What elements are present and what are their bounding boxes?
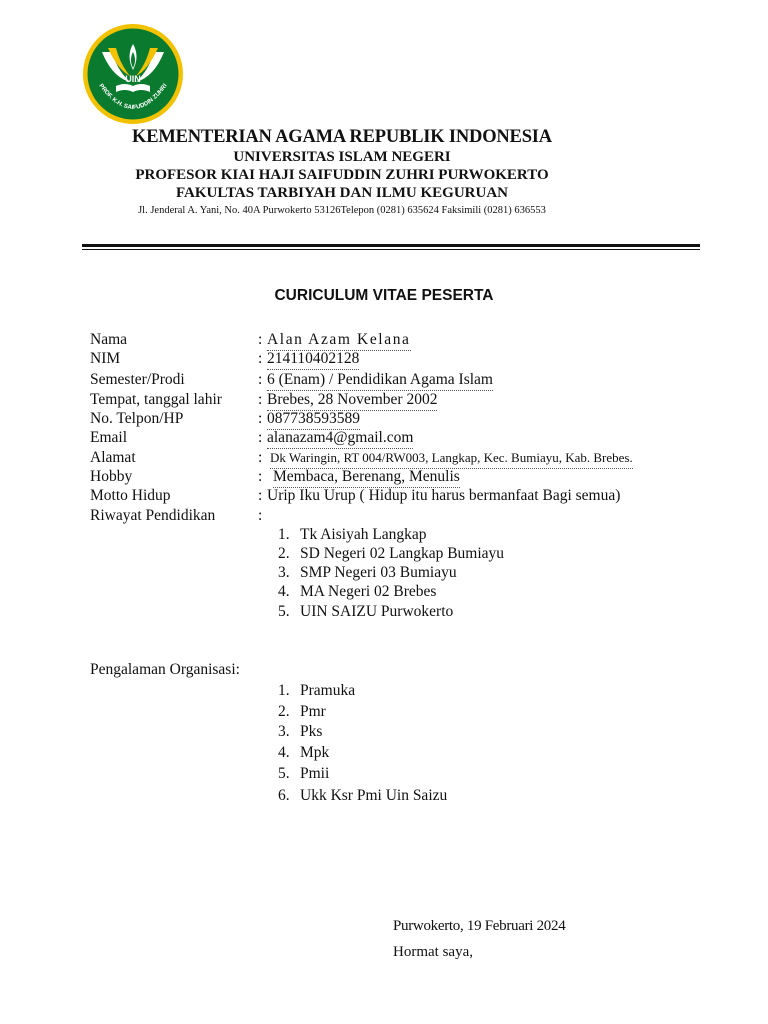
list-number: 3.: [278, 564, 290, 581]
list-text: Mpk: [300, 744, 330, 761]
field-label: NIM: [90, 350, 121, 367]
list-item: [278, 525, 427, 545]
field-label: Semester/Prodi: [90, 371, 185, 388]
letterhead: [92, 126, 592, 219]
list-number: 1.: [278, 526, 290, 543]
list-item: [278, 702, 326, 722]
field-value: alanazam4@gmail.com: [267, 428, 413, 449]
uin-emblem-icon: [82, 22, 184, 126]
list-item: [278, 563, 457, 583]
list-item: [278, 722, 322, 742]
field-value: Membaca, Berenang, Menulis: [273, 467, 460, 488]
list-text: Pmr: [300, 703, 326, 720]
field-value: Alan Azam Kelana: [267, 330, 411, 351]
institution-address: Jl. Jenderal A. Yani, No. 40A Purwokerto 53126Telepon (0281) 635624 Faksimili (0281) 636553: [138, 205, 546, 216]
field-value: 087738593589: [267, 409, 360, 430]
field-label: Tempat, tanggal lahir: [90, 391, 222, 408]
list-number: 5.: [278, 765, 290, 782]
field-label: Email: [90, 429, 128, 446]
field-label: No. Telpon/HP: [90, 410, 184, 427]
list-text: SMP Negeri 03 Bumiayu: [300, 564, 457, 581]
list-number: 3.: [278, 723, 290, 740]
letterhead-divider-thin: [82, 249, 700, 250]
ministry-name: KEMENTERIAN AGAMA REPUBLIK INDONESIA: [132, 127, 552, 147]
list-text: SD Negeri 02 Langkap Bumiayu: [300, 545, 505, 562]
list-number: 1.: [278, 682, 290, 699]
document-title: CURICULUM VITAE PESERTA: [274, 287, 494, 304]
field-label: Alamat: [90, 449, 136, 466]
field-value: 6 (Enam) / Pendidikan Agama Islam: [267, 370, 493, 391]
field-colon: :: [258, 350, 263, 367]
field-label: Motto Hidup: [90, 487, 171, 504]
field-colon: :: [258, 391, 263, 408]
field-label: Hobby: [90, 468, 133, 485]
university-logo: [82, 22, 184, 126]
list-text: MA Negeri 02 Brebes: [300, 583, 437, 600]
list-number: 2.: [278, 545, 290, 562]
list-text: Pmii: [300, 765, 330, 782]
list-number: 4.: [278, 583, 290, 600]
list-number: 4.: [278, 744, 290, 761]
list-text: Pks: [300, 723, 323, 740]
field-colon: :: [258, 371, 263, 388]
list-item: [278, 544, 504, 564]
svg-text:UIN: UIN: [125, 74, 141, 84]
field-label: Riwayat Pendidikan: [90, 507, 216, 524]
field-colon: :: [258, 507, 263, 524]
list-number: 5.: [278, 603, 290, 620]
list-item: [278, 764, 329, 784]
letterhead-divider-thick: [82, 244, 700, 247]
list-item: [278, 582, 436, 602]
field-colon: :: [258, 468, 263, 485]
university-full-name: PROFESOR KIAI HAJI SAIFUDDIN ZUHRI PURWOKERTO: [135, 167, 549, 183]
field-value: 214110402128: [267, 349, 359, 370]
field-colon: :: [258, 449, 263, 466]
list-text: UIN SAIZU Purwokerto: [300, 603, 454, 620]
organization-label: Pengalaman Organisasi:: [90, 661, 240, 678]
field-colon: :: [258, 429, 263, 446]
field-label: Nama: [90, 331, 128, 348]
list-item: [278, 786, 447, 806]
field-colon: :: [258, 487, 263, 504]
list-text: Ukk Ksr Pmi Uin Saizu: [300, 787, 448, 804]
list-text: Pramuka: [300, 682, 356, 699]
list-item: [278, 602, 453, 622]
svg-text:PROF. K.H. SAIFUDDIN ZUHRI: PROF. K.H. SAIFUDDIN ZUHRI: [97, 83, 169, 112]
list-number: 2.: [278, 703, 290, 720]
faculty-name: FAKULTAS TARBIYAH DAN ILMU KEGURUAN: [176, 185, 508, 201]
closing-regards: Hormat saya,: [393, 944, 473, 960]
field-value: Urip Iku Urup ( Hidup itu harus bermanfaat Bagi semua): [267, 487, 621, 504]
field-colon: :: [258, 410, 263, 427]
list-number: 6.: [278, 787, 290, 804]
university-name: UNIVERSITAS ISLAM NEGERI: [233, 149, 451, 165]
list-item: [278, 743, 329, 763]
list-text: Tk Aisiyah Langkap: [300, 526, 427, 543]
field-colon: :: [258, 331, 263, 348]
place-date: Purwokerto, 19 Februari 2024: [393, 918, 566, 934]
field-value: Brebes, 28 November 2002: [267, 390, 437, 411]
field-value: Dk Waringin, RT 004/RW003, Langkap, Kec. Bumiayu, Kab. Brebes.: [270, 448, 633, 469]
list-item: [278, 681, 355, 701]
